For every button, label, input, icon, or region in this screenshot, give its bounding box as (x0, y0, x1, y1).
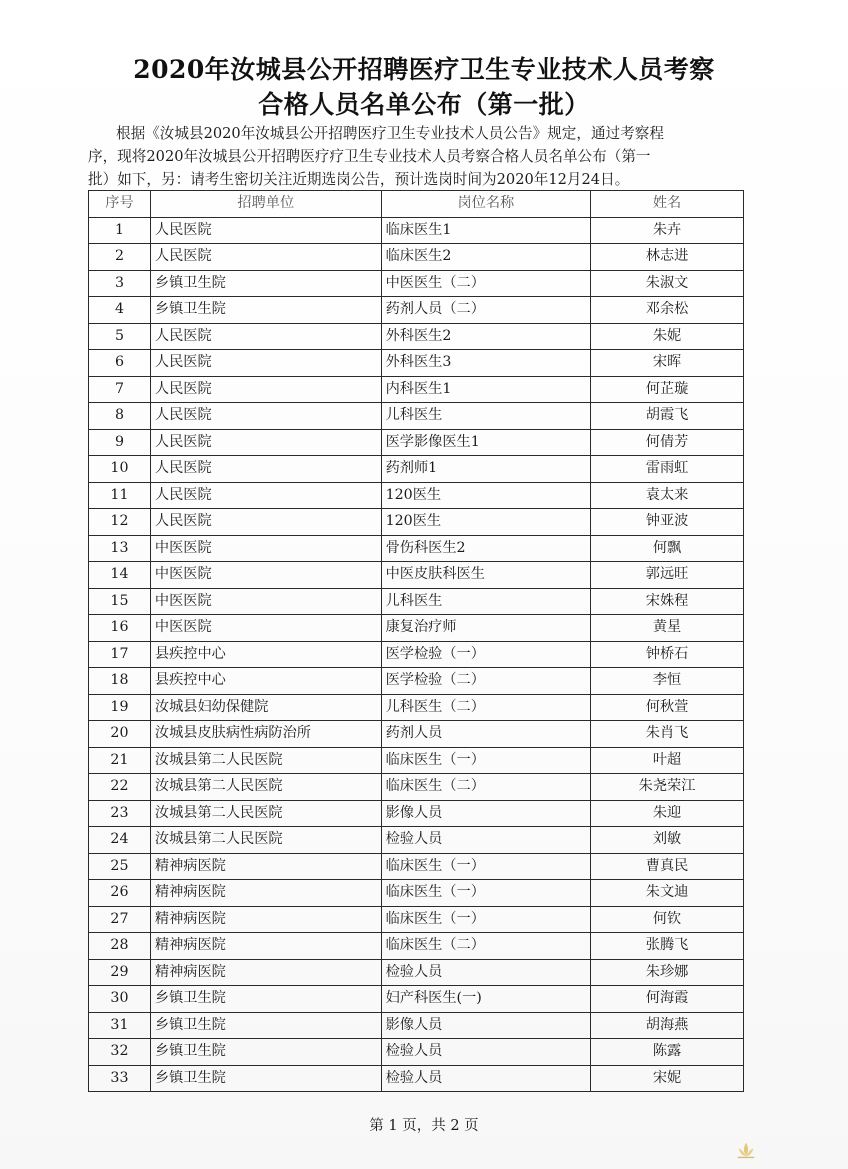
row-position: 儿科医生（二） (381, 694, 591, 721)
row-unit: 人民医院 (150, 217, 381, 244)
row-position: 中医皮肤科医生 (381, 562, 591, 589)
intro-paragraph (88, 122, 768, 191)
row-unit: 中医医院 (150, 562, 381, 589)
row-number: 7 (89, 376, 151, 403)
row-name: 朱文迪 (591, 880, 744, 907)
row-position: 骨伤科医生2 (381, 535, 591, 562)
table-row (89, 615, 744, 642)
lotus-logo-icon (735, 1140, 757, 1162)
table-row (89, 376, 744, 403)
row-number: 32 (89, 1039, 151, 1066)
row-unit: 人民医院 (150, 350, 381, 377)
row-name: 邓余松 (591, 297, 744, 324)
table-row (89, 853, 744, 880)
row-unit: 汝城县皮肤病性病防治所 (150, 721, 381, 748)
table-row (89, 350, 744, 377)
row-name: 陈露 (591, 1039, 744, 1066)
row-name: 胡霞飞 (591, 403, 744, 430)
table-row (89, 403, 744, 430)
row-position: 临床医生（一） (381, 880, 591, 907)
row-name: 宋妮 (591, 1065, 744, 1092)
row-position: 临床医生2 (381, 244, 591, 271)
table-row (89, 456, 744, 483)
table-row (89, 1065, 744, 1092)
row-name: 朱珍娜 (591, 959, 744, 986)
row-number: 3 (89, 270, 151, 297)
row-unit: 人民医院 (150, 429, 381, 456)
row-position: 儿科医生 (381, 588, 591, 615)
row-name: 朱淑文 (591, 270, 744, 297)
row-position: 外科医生3 (381, 350, 591, 377)
intro-line-3: 批）如下，另：请考生密切关注近期选岗公告，预计选岗时间为2020年12月24日。 (88, 171, 630, 188)
row-name: 郭远旺 (591, 562, 744, 589)
row-unit: 汝城县第二人民医院 (150, 774, 381, 801)
row-unit: 人民医院 (150, 244, 381, 271)
row-number: 17 (89, 641, 151, 668)
row-number: 26 (89, 880, 151, 907)
row-position: 儿科医生 (381, 403, 591, 430)
row-unit: 精神病医院 (150, 959, 381, 986)
table-row (89, 959, 744, 986)
row-position: 临床医生（一） (381, 853, 591, 880)
row-unit: 中医医院 (150, 588, 381, 615)
row-position: 医学检验（二） (381, 668, 591, 695)
table-row (89, 986, 744, 1013)
row-name: 钟桥石 (591, 641, 744, 668)
row-name: 黄星 (591, 615, 744, 642)
page-number: 第 1 页，共 2 页 (369, 1118, 479, 1134)
row-name: 叶超 (591, 747, 744, 774)
row-position: 影像人员 (381, 800, 591, 827)
row-position: 检验人员 (381, 1039, 591, 1066)
table-row (89, 270, 744, 297)
row-unit: 乡镇卫生院 (150, 986, 381, 1013)
row-position: 120医生 (381, 482, 591, 509)
document-title-line2: 合格人员名单公布（第一批） (258, 90, 590, 119)
row-number: 20 (89, 721, 151, 748)
row-number: 8 (89, 403, 151, 430)
row-number: 2 (89, 244, 151, 271)
document-title-line1: 2020年汝城县公开招聘医疗卫生专业技术人员考察 (133, 55, 715, 84)
row-number: 30 (89, 986, 151, 1013)
row-position: 药剂师1 (381, 456, 591, 483)
row-number: 19 (89, 694, 151, 721)
row-unit: 中医医院 (150, 535, 381, 562)
row-number: 10 (89, 456, 151, 483)
row-name: 钟亚波 (591, 509, 744, 536)
row-name: 朱迎 (591, 800, 744, 827)
row-number: 13 (89, 535, 151, 562)
table-row (89, 933, 744, 960)
row-name: 张腾飞 (591, 933, 744, 960)
row-position: 临床医生（二） (381, 774, 591, 801)
table-row (89, 323, 744, 350)
table-row (89, 774, 744, 801)
table-row (89, 535, 744, 562)
row-position: 临床医生（一） (381, 906, 591, 933)
table-row (89, 217, 744, 244)
row-name: 袁太来 (591, 482, 744, 509)
row-number: 25 (89, 853, 151, 880)
row-unit: 精神病医院 (150, 933, 381, 960)
row-position: 影像人员 (381, 1012, 591, 1039)
row-unit: 汝城县第二人民医院 (150, 800, 381, 827)
row-number: 12 (89, 509, 151, 536)
row-name: 李恒 (591, 668, 744, 695)
row-name: 朱妮 (591, 323, 744, 350)
row-number: 15 (89, 588, 151, 615)
row-number: 6 (89, 350, 151, 377)
row-number: 1 (89, 217, 151, 244)
row-position: 药剂人员 (381, 721, 591, 748)
row-unit: 县疾控中心 (150, 641, 381, 668)
row-name: 曹真民 (591, 853, 744, 880)
row-unit: 乡镇卫生院 (150, 297, 381, 324)
table-header-row (89, 191, 744, 218)
row-number: 4 (89, 297, 151, 324)
table-row (89, 694, 744, 721)
table-row (89, 297, 744, 324)
table-row (89, 1039, 744, 1066)
row-unit: 中医医院 (150, 615, 381, 642)
row-number: 24 (89, 827, 151, 854)
row-name: 何飘 (591, 535, 744, 562)
table-row (89, 588, 744, 615)
table-row (89, 244, 744, 271)
row-name: 何秋萱 (591, 694, 744, 721)
row-unit: 汝城县第二人民医院 (150, 827, 381, 854)
row-unit: 乡镇卫生院 (150, 1039, 381, 1066)
row-name: 朱卉 (591, 217, 744, 244)
row-position: 120医生 (381, 509, 591, 536)
table-row (89, 800, 744, 827)
intro-line-2: 序，现将2020年汝城县公开招聘医疗疗卫生专业技术人员考察合格人员名单公布（第一 (88, 148, 651, 165)
column-header-number: 序号 (89, 191, 151, 218)
row-unit: 精神病医院 (150, 906, 381, 933)
row-unit: 精神病医院 (150, 880, 381, 907)
table-row (89, 880, 744, 907)
row-unit: 汝城县妇幼保健院 (150, 694, 381, 721)
column-header-unit: 招聘单位 (150, 191, 381, 218)
row-name: 宋姝程 (591, 588, 744, 615)
row-position: 临床医生（一） (381, 747, 591, 774)
row-number: 23 (89, 800, 151, 827)
row-name: 宋晖 (591, 350, 744, 377)
row-position: 检验人员 (381, 1065, 591, 1092)
table-row (89, 482, 744, 509)
row-unit: 人民医院 (150, 376, 381, 403)
table-row (89, 721, 744, 748)
row-position: 临床医生1 (381, 217, 591, 244)
row-name: 雷雨虹 (591, 456, 744, 483)
table-row (89, 668, 744, 695)
row-unit: 人民医院 (150, 323, 381, 350)
table-row (89, 641, 744, 668)
table-body (89, 217, 744, 1092)
row-number: 5 (89, 323, 151, 350)
row-number: 16 (89, 615, 151, 642)
row-unit: 乡镇卫生院 (150, 1065, 381, 1092)
row-number: 22 (89, 774, 151, 801)
row-name: 何芷璇 (591, 376, 744, 403)
row-position: 药剂人员（二） (381, 297, 591, 324)
row-unit: 人民医院 (150, 482, 381, 509)
row-number: 31 (89, 1012, 151, 1039)
row-unit: 人民医院 (150, 403, 381, 430)
row-unit: 乡镇卫生院 (150, 1012, 381, 1039)
row-name: 何倩芳 (591, 429, 744, 456)
table-row (89, 747, 744, 774)
column-header-name: 姓名 (591, 191, 744, 218)
table-row (89, 562, 744, 589)
table-row (89, 1012, 744, 1039)
row-number: 18 (89, 668, 151, 695)
column-header-position: 岗位名称 (381, 191, 591, 218)
row-unit: 乡镇卫生院 (150, 270, 381, 297)
row-position: 中医医生（二） (381, 270, 591, 297)
row-name: 林志进 (591, 244, 744, 271)
row-unit: 县疾控中心 (150, 668, 381, 695)
row-number: 11 (89, 482, 151, 509)
row-position: 医学检验（一） (381, 641, 591, 668)
row-position: 康复治疗师 (381, 615, 591, 642)
watermark-logo (735, 1138, 835, 1164)
table-row (89, 509, 744, 536)
row-position: 检验人员 (381, 959, 591, 986)
row-unit: 人民医院 (150, 509, 381, 536)
row-number: 21 (89, 747, 151, 774)
row-number: 33 (89, 1065, 151, 1092)
row-position: 妇产科医生(一) (381, 986, 591, 1013)
row-number: 14 (89, 562, 151, 589)
row-number: 27 (89, 906, 151, 933)
table-row (89, 429, 744, 456)
row-name: 朱肖飞 (591, 721, 744, 748)
row-position: 临床医生（二） (381, 933, 591, 960)
candidate-table (88, 190, 744, 1092)
row-unit: 汝城县第二人民医院 (150, 747, 381, 774)
row-position: 检验人员 (381, 827, 591, 854)
row-name: 朱尧荣江 (591, 774, 744, 801)
intro-line-1: 根据《汝城县2020年汝城县公开招聘医疗卫生专业技术人员公告》规定，通过考察程 (116, 125, 664, 142)
row-unit: 人民医院 (150, 456, 381, 483)
row-number: 9 (89, 429, 151, 456)
table-row (89, 827, 744, 854)
row-position: 医学影像医生1 (381, 429, 591, 456)
table-row (89, 906, 744, 933)
row-name: 何钦 (591, 906, 744, 933)
row-unit: 精神病医院 (150, 853, 381, 880)
row-name: 何海霞 (591, 986, 744, 1013)
row-position: 内科医生1 (381, 376, 591, 403)
row-name: 胡海燕 (591, 1012, 744, 1039)
row-position: 外科医生2 (381, 323, 591, 350)
row-name: 刘敏 (591, 827, 744, 854)
row-number: 29 (89, 959, 151, 986)
row-number: 28 (89, 933, 151, 960)
